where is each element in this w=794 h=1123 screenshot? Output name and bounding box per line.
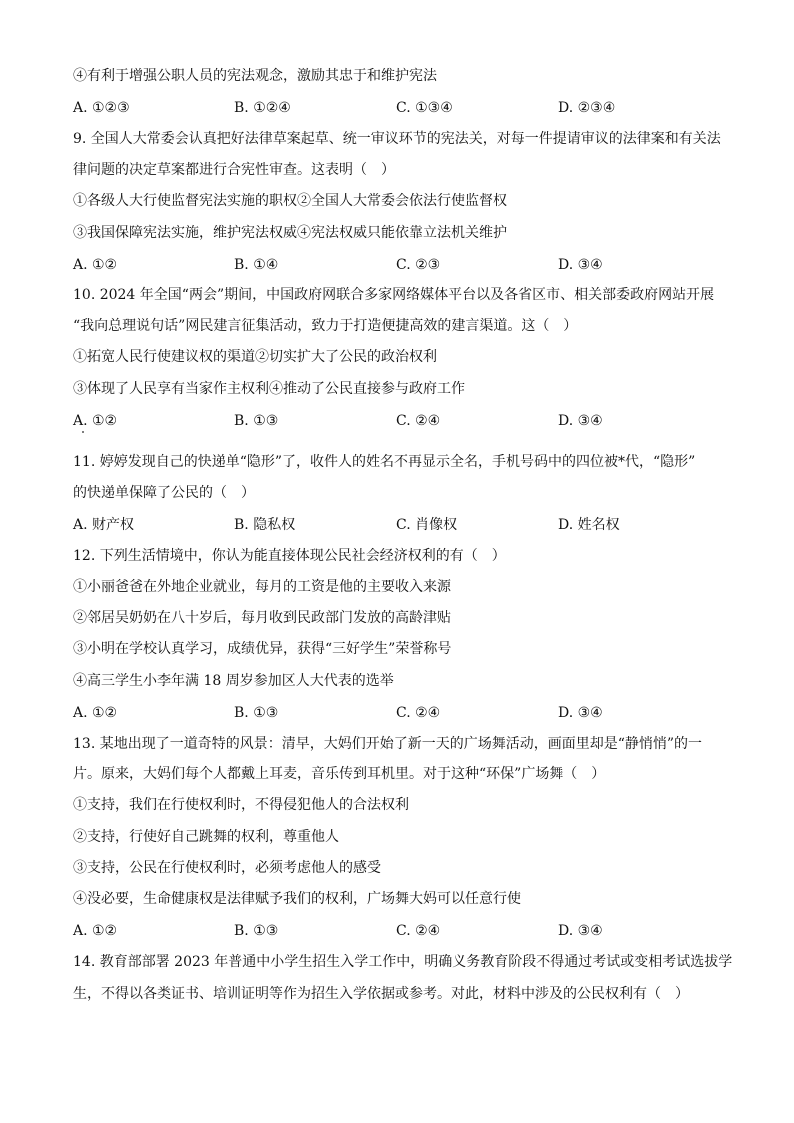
q8-options <box>73 99 733 117</box>
q11-options <box>73 516 733 534</box>
q11-option-a: A. 财产权 <box>73 517 135 533</box>
q11-option-b: B. 隐私权 <box>234 517 296 533</box>
q14-stem-line-2: 生，不得以各类证书、培训证明等作为招生入学依据或参考。对此，材料中涉及的公民权利有（ ） <box>73 986 689 1002</box>
q12-options <box>73 704 733 722</box>
q11-option-c: C. 肖像权 <box>396 517 458 533</box>
stray-dot <box>82 431 84 433</box>
q9-statements-3-4: ③我国保障宪法实施，维护宪法权威④宪法权威只能依靠立法机关维护 <box>73 225 507 241</box>
q10-option-a: A. ①② <box>73 413 118 429</box>
q10-option-d: D. ③④ <box>558 413 603 429</box>
q12-statement-4: ④高三学生小李年满 18 周岁参加区人大代表的选举 <box>73 673 394 689</box>
q10-option-c: C. ②④ <box>396 413 441 429</box>
q9-option-d: D. ③④ <box>558 257 603 273</box>
q9-option-a: A. ①② <box>73 257 118 273</box>
q13-option-a: A. ①② <box>73 923 118 939</box>
q8-option-d: D. ②③④ <box>558 100 616 116</box>
q13-options <box>73 922 733 940</box>
q12-statement-3: ③小明在学校认真学习，成绩优异，获得“三好学生”荣誉称号 <box>73 641 452 657</box>
q8-statement-4: ④有利于增强公职人员的宪法观念，激励其忠于和维护宪法 <box>73 68 437 84</box>
q12-option-c: C. ②④ <box>396 705 441 721</box>
q10-statements-1-2: ①拓宽人民行使建议权的渠道②切实扩大了公民的政治权利 <box>73 349 437 365</box>
q12-option-d: D. ③④ <box>558 705 603 721</box>
q8-option-b: B. ①②④ <box>234 100 291 116</box>
q13-stem-line-2: 片。原来，大妈们每个人都戴上耳麦，音乐传到耳机里。对于这种“环保”广场舞（ ） <box>73 766 606 782</box>
q14-stem-line-1: 14. 教育部部署 2023 年普通中小学生招生入学工作中，明确义务教育阶段不得通过考试或变相考试选拔学 <box>73 954 733 970</box>
q13-option-d: D. ③④ <box>558 923 603 939</box>
q13-option-c: C. ②④ <box>396 923 441 939</box>
q13-statement-4: ④没必要，生命健康权是法律赋予我们的权利，广场舞大妈可以任意行使 <box>73 891 521 907</box>
q10-options <box>73 412 733 430</box>
q13-statement-2: ②支持，行使好自己跳舞的权利，尊重他人 <box>73 829 339 845</box>
q8-option-c: C. ①③④ <box>396 100 453 116</box>
q8-option-a: A. ①②③ <box>73 100 130 116</box>
q12-option-b: B. ①③ <box>234 705 279 721</box>
q12-option-a: A. ①② <box>73 705 118 721</box>
q11-option-d: D. 姓名权 <box>558 517 620 533</box>
q13-option-b: B. ①③ <box>234 923 279 939</box>
q10-option-b: B. ①③ <box>234 413 279 429</box>
q9-option-c: C. ②③ <box>396 257 441 273</box>
q12-statement-2: ②邻居吴奶奶在八十岁后，每月收到民政部门发放的高龄津贴 <box>73 610 451 626</box>
q10-stem-line-1: 10. 2024 年全国“两会”期间，中国政府网联合多家网络媒体平台以及各省区市、相关部委政府网站开展 <box>73 287 715 303</box>
q9-stem-line-1: 9. 全国人大常委会认真把好法律草案起草、统一审议环节的宪法关，对每一件提请审议的法律案和有关法 <box>73 131 721 147</box>
q10-statements-3-4: ③体现了人民享有当家作主权利④推动了公民直接参与政府工作 <box>73 381 465 397</box>
q12-statement-1: ①小丽爸爸在外地企业就业，每月的工资是他的主要收入来源 <box>73 579 451 595</box>
q11-stem-line-2: 的快递单保障了公民的（ ） <box>73 485 255 501</box>
q13-statement-1: ①支持，我们在行使权利时，不得侵犯他人的合法权利 <box>73 797 409 813</box>
q9-option-b: B. ①④ <box>234 257 279 273</box>
q9-statements-1-2: ①各级人大行使监督宪法实施的职权②全国人大常委会依法行使监督权 <box>73 193 507 209</box>
q10-stem-line-2: “我向总理说句话”网民建言征集活动，致力于打造便捷高效的建言渠道。这（ ） <box>73 318 578 334</box>
q13-stem-line-1: 13. 某地出现了一道奇特的风景：清早，大妈们开始了新一天的广场舞活动，画面里却是“静悄悄”的一 <box>73 736 703 752</box>
q12-stem: 12. 下列生活情境中，你认为能直接体现公民社会经济权利的有（ ） <box>73 548 506 564</box>
q11-stem-line-1: 11. 婷婷发现自己的快递单“隐形”了，收件人的姓名不再显示全名，手机号码中的四位被*代，“隐形” <box>73 454 696 470</box>
q9-stem-line-2: 律问题的决定草案都进行合宪性审查。这表明（ ） <box>73 162 395 178</box>
q13-statement-3: ③支持，公民在行使权利时，必须考虑他人的感受 <box>73 860 381 876</box>
q9-options <box>73 256 733 274</box>
